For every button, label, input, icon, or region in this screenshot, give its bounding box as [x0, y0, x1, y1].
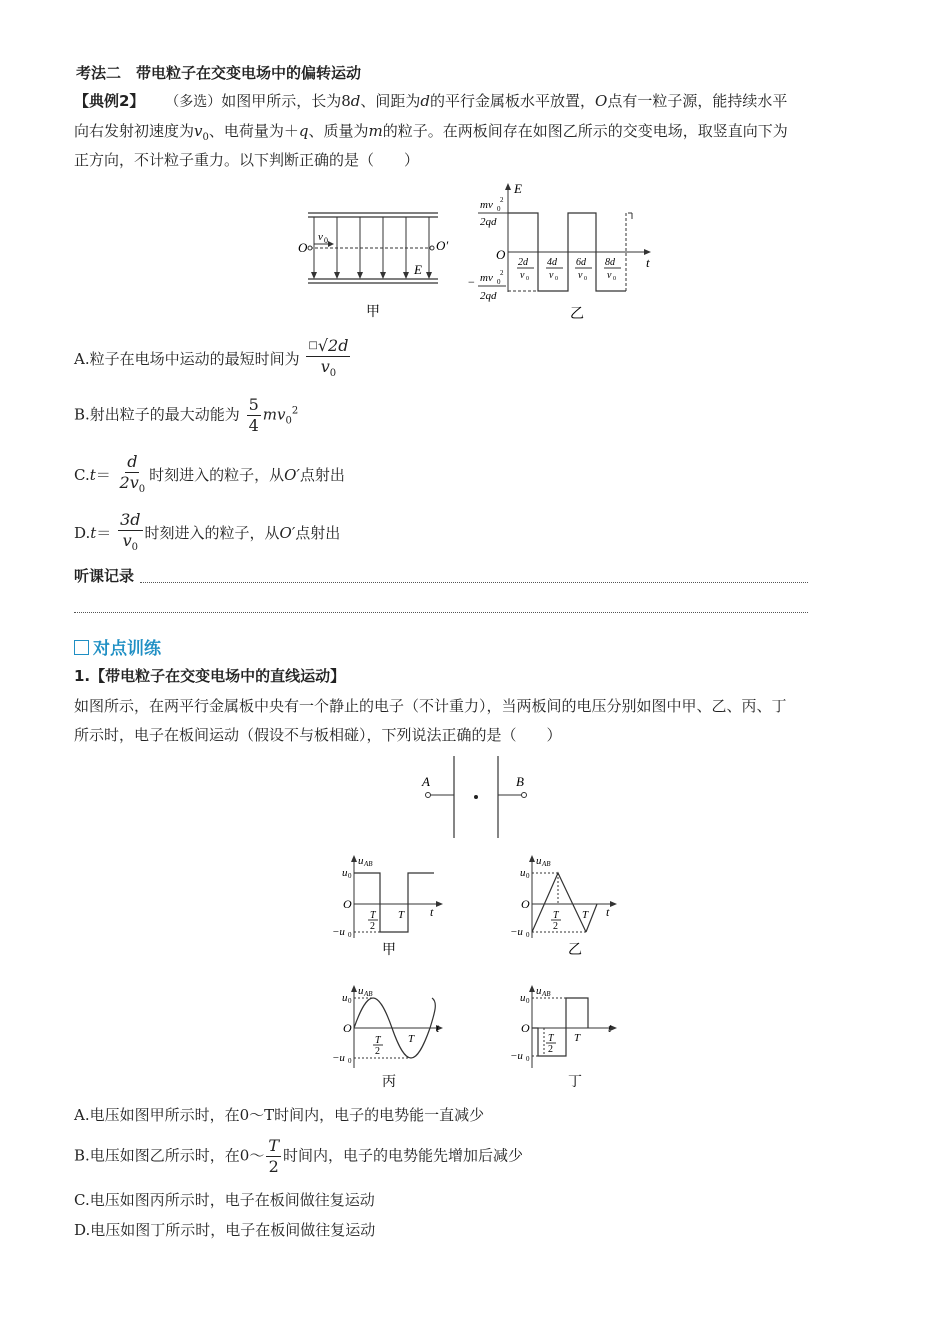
axis-E: E	[514, 181, 522, 196]
var-d: d	[350, 92, 361, 110]
plate-A-label: A	[422, 774, 430, 789]
svg-text:2: 2	[553, 921, 558, 932]
svg-text:T: T	[398, 909, 405, 921]
svg-text:t: t	[608, 1021, 612, 1035]
label-O-prime: O′	[436, 238, 449, 253]
svg-text:v: v	[607, 270, 612, 281]
text: 如图甲所示，长为8	[221, 92, 351, 110]
text: 、质量为	[308, 122, 369, 140]
q1-line1: 如图所示，在两平行金属板中央有一个静止的电子（不计重力），当两板间的电压分别如图中甲、乙、丙、丁	[74, 697, 787, 715]
graph-yi	[508, 852, 628, 962]
tick-8d: 8d	[605, 257, 615, 268]
neg-num: mv	[480, 272, 493, 284]
q1-title: 1.【带电粒子在交变电场中的直线运动】	[74, 667, 346, 685]
example-label: 【典例2】	[74, 92, 145, 110]
caption-graph-jia: 甲	[382, 943, 396, 958]
caption-graph-yi: 乙	[568, 943, 582, 958]
svg-text:u: u	[342, 867, 348, 879]
example-paragraph-line1	[74, 90, 787, 113]
svg-text:0: 0	[613, 276, 616, 282]
svg-text:0: 0	[348, 1057, 352, 1065]
svg-text:v: v	[520, 270, 525, 281]
svg-text:v: v	[549, 270, 554, 281]
notes-line-1[interactable]	[140, 582, 808, 583]
svg-text:AB: AB	[542, 860, 551, 868]
svg-text:0: 0	[497, 278, 501, 286]
section-title: 考法二 带电粒子在交变电场中的偏转运动	[76, 64, 362, 82]
text: 的平行金属板水平放置，	[430, 92, 596, 110]
option-D: D.t＝ $\frac{3d}{v_0}$ 时刻进入的粒子，从O′点射出	[74, 510, 341, 554]
svg-text:T: T	[582, 909, 589, 921]
svg-text:AB: AB	[542, 990, 551, 998]
notes-label: 听课记录	[74, 567, 135, 585]
svg-text:−u: −u	[332, 926, 345, 938]
svg-text:−u: −u	[510, 926, 523, 938]
svg-text:AB: AB	[364, 990, 373, 998]
caption-graph-bing: 丙	[382, 1075, 396, 1090]
svg-text:v: v	[578, 270, 583, 281]
text: 、间距为	[360, 92, 421, 110]
var-d: d	[420, 92, 430, 110]
label-v0: v	[318, 231, 323, 243]
svg-text:0: 0	[526, 872, 530, 880]
plates-diagram	[410, 752, 540, 844]
svg-text:T: T	[370, 910, 376, 921]
svg-text:0: 0	[497, 205, 501, 213]
svg-text:T: T	[548, 1033, 554, 1044]
svg-text:0: 0	[584, 276, 587, 282]
label-E: E	[414, 262, 422, 277]
svg-text:T: T	[408, 1033, 415, 1045]
svg-text:0: 0	[348, 931, 352, 939]
figure-jia	[290, 200, 450, 325]
option-B: B.射出粒子的最大动能为 $\frac{5}{4}$ $mv_0^2$	[74, 395, 299, 435]
svg-text:T: T	[553, 910, 559, 921]
svg-text:0: 0	[526, 1055, 530, 1063]
practice-heading: 对点训练	[74, 634, 161, 659]
svg-text:O: O	[521, 1021, 530, 1035]
axis-t: t	[646, 255, 650, 270]
label-O: O	[298, 240, 308, 255]
svg-text:2: 2	[500, 269, 504, 277]
svg-text:AB: AB	[364, 860, 373, 868]
example-type: （多选）	[165, 94, 222, 110]
q1-option-A: A.电压如图甲所示时，在0～T时间内，电子的电势能一直减少	[74, 1106, 485, 1124]
graph-ding	[508, 982, 628, 1092]
text: 点有一粒子源，能持续水平	[607, 92, 788, 110]
svg-text:0: 0	[526, 276, 529, 282]
svg-text:0: 0	[348, 997, 352, 1005]
plate-B-label: B	[516, 774, 524, 789]
svg-text:2: 2	[375, 1046, 380, 1057]
text: 、电荷量为＋	[208, 122, 299, 140]
tick-2d: 2d	[518, 257, 528, 268]
svg-text:t: t	[606, 905, 610, 919]
svg-text:0: 0	[526, 997, 530, 1005]
origin-O: O	[496, 247, 506, 262]
notes-line-2[interactable]	[74, 612, 808, 613]
svg-text:u: u	[342, 992, 348, 1004]
svg-text:u: u	[520, 867, 526, 879]
q1-option-C: C.电压如图丙所示时，电子在板间做往复运动	[74, 1191, 375, 1209]
graph-bing	[330, 982, 450, 1092]
svg-text:O: O	[343, 897, 352, 911]
option-A: A.粒子在电场中运动的最短时间为 $\frac{^□√2d}{v_0}$	[74, 336, 349, 380]
pos-num: mv	[480, 199, 493, 211]
example-paragraph-line3: 正方向，不计粒子重力。以下判断正确的是（ ）	[74, 151, 420, 169]
tick-6d: 6d	[576, 257, 586, 268]
checkbox-icon	[74, 640, 89, 655]
svg-text:t: t	[436, 1021, 440, 1035]
svg-text:u: u	[536, 985, 542, 997]
tick-4d: 4d	[547, 257, 557, 268]
svg-text:O: O	[521, 897, 530, 911]
figure-yi	[462, 180, 662, 325]
option-C: C.t＝ $\frac{d}{2v_0}$ 时刻进入的粒子，从O′点射出	[74, 452, 345, 496]
neg-sign: −	[468, 275, 475, 289]
q1-option-D: D.电压如图丁所示时，电子在板间做往复运动	[74, 1221, 376, 1239]
svg-text:0: 0	[555, 276, 558, 282]
pos-den: 2qd	[480, 216, 497, 228]
svg-text:2: 2	[500, 196, 504, 204]
svg-text:t: t	[430, 905, 434, 919]
q1-option-B: B.电压如图乙所示时，在0～ $\frac{T}{2}$ 时间内，电子的电势能先增加后减少	[74, 1136, 524, 1176]
text: 向右发射初速度为	[74, 122, 195, 140]
svg-text:u: u	[536, 855, 542, 867]
svg-text:2: 2	[370, 921, 375, 932]
svg-text:2: 2	[548, 1044, 553, 1055]
svg-text:u: u	[520, 992, 526, 1004]
svg-text:−u: −u	[510, 1050, 523, 1062]
neg-den: 2qd	[480, 290, 497, 302]
svg-text:0: 0	[348, 872, 352, 880]
svg-text:0: 0	[526, 931, 530, 939]
svg-text:u: u	[358, 985, 364, 997]
example-paragraph-line2: 向右发射初速度为$v_0$、电荷量为＋q、质量为m的粒子。在两板间存在如图乙所示的交变电场，取竖直向下为	[74, 122, 788, 143]
caption-yi: 乙	[570, 307, 584, 322]
q1-line2: 所示时，电子在板间运动（假设不与板相碰），下列说法正确的是（ ）	[74, 726, 562, 744]
var-O: O	[595, 92, 608, 110]
svg-text:u: u	[358, 855, 364, 867]
graph-jia	[330, 852, 450, 962]
caption-graph-ding: 丁	[568, 1075, 582, 1090]
svg-text:T: T	[574, 1032, 581, 1044]
label-v0-sub: 0	[324, 236, 328, 245]
svg-text:T: T	[375, 1035, 381, 1046]
text: 的粒子。在两板间存在如图乙所示的交变电场，取竖直向下为	[382, 122, 788, 140]
svg-text:O: O	[343, 1021, 352, 1035]
svg-text:−u: −u	[332, 1052, 345, 1064]
caption-jia: 甲	[366, 305, 380, 320]
